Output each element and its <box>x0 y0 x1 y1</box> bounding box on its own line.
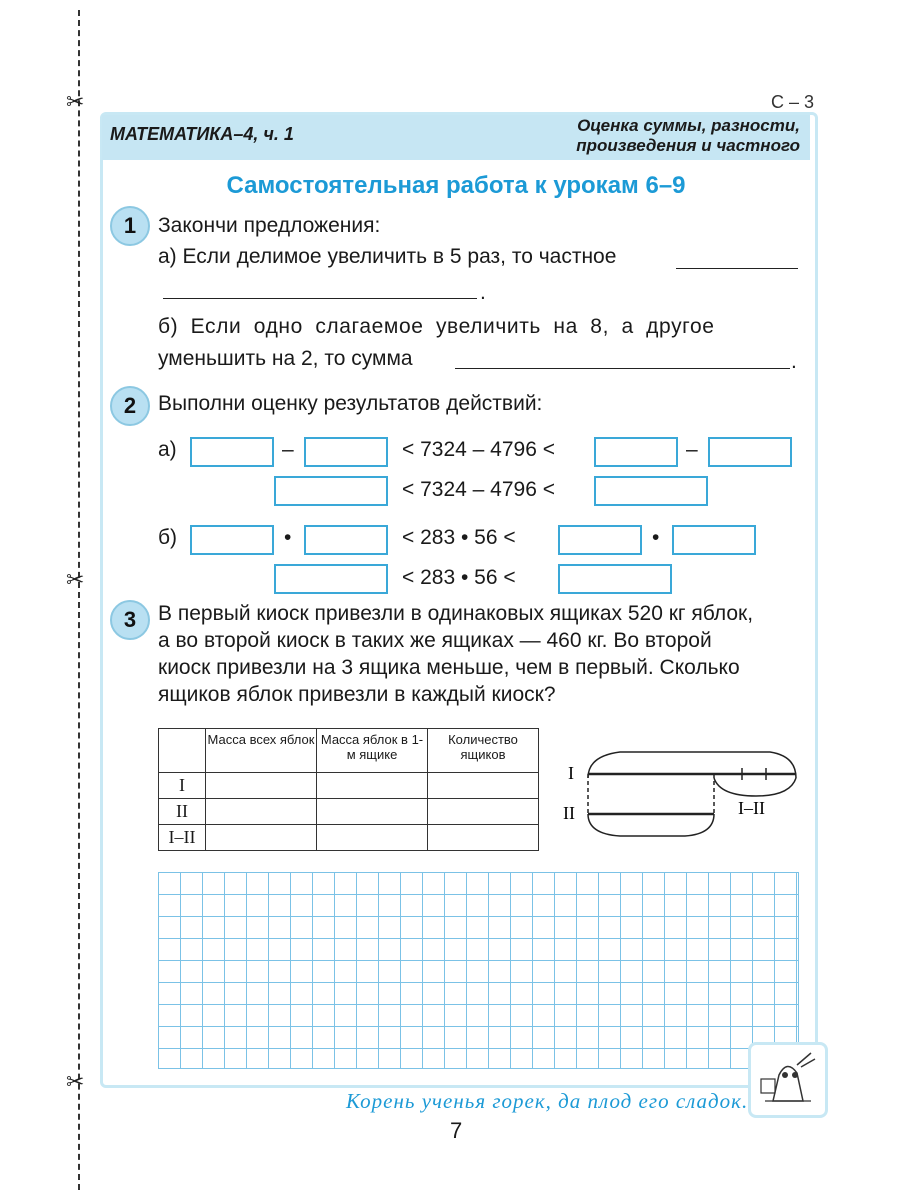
task-1-prompt: Закончи предложения: <box>158 214 381 237</box>
topic-title <box>576 116 800 156</box>
task-1b-dot: . <box>791 350 797 373</box>
task-2b-expression-2: < 283 • 56 < <box>402 566 516 589</box>
segment-diagram <box>560 740 810 850</box>
page-title: Самостоятельная работа к урокам 6–9 <box>226 172 686 199</box>
answer-box[interactable] <box>558 564 672 594</box>
table-header: Масса яблок в 1-м ящике <box>317 729 428 773</box>
task-2-number: 2 <box>110 386 150 426</box>
book-title: МАТЕМАТИКА–4, ч. 1 <box>110 124 294 144</box>
task-1-number: 1 <box>110 206 150 246</box>
row-label: I <box>159 773 206 799</box>
mult-sign: • <box>652 526 660 549</box>
answer-box[interactable] <box>558 525 642 555</box>
task-2a-label: а) <box>158 438 177 461</box>
task-1a-dot: . <box>480 281 486 304</box>
row-label: I–II <box>159 825 206 851</box>
table-cell[interactable] <box>317 773 428 799</box>
task-1b-answer-line[interactable] <box>455 368 790 369</box>
minus-sign: – <box>282 438 294 461</box>
task-1a-answer-line[interactable] <box>676 268 798 269</box>
table-cell[interactable] <box>206 799 317 825</box>
table-header: Количество ящиков <box>428 729 539 773</box>
brace-bottom <box>588 814 714 836</box>
answer-box[interactable] <box>304 437 388 467</box>
proverb: Корень ученья горек, да плод его сладок. <box>346 1089 749 1113</box>
table-cell[interactable] <box>428 825 539 851</box>
answer-box[interactable] <box>672 525 756 555</box>
page-code: С – 3 <box>770 92 814 112</box>
answer-box[interactable] <box>594 476 708 506</box>
table-header: Масса всех яблок <box>206 729 317 773</box>
task-2-prompt: Выполни оценку результатов действий: <box>158 392 543 415</box>
task-2b-expression: < 283 • 56 < <box>402 526 516 549</box>
task-3-line: ящиков яблок привезли в каждый киоск? <box>158 683 556 706</box>
answer-box[interactable] <box>304 525 388 555</box>
table-row <box>159 799 539 825</box>
table-cell[interactable] <box>317 799 428 825</box>
owl-teacher-icon <box>751 1045 825 1115</box>
answer-box[interactable] <box>594 437 678 467</box>
table-cell[interactable] <box>206 773 317 799</box>
scissors-icon: ✂ <box>66 568 85 593</box>
task-1b-text-2: уменьшить на 2, то сумма <box>158 347 413 370</box>
label-II: II <box>563 803 575 823</box>
table-row <box>159 825 539 851</box>
task-3-line: а во второй киоск в таких же ящиках — 460 кг. Во второй <box>158 629 712 652</box>
mult-sign: • <box>284 526 292 549</box>
task-3-text <box>158 600 753 708</box>
task-3-line: В первый киоск привезли в одинаковых ящиках 520 кг яблок, <box>158 602 754 625</box>
minus-sign: – <box>686 438 698 461</box>
row-label: II <box>159 799 206 825</box>
task-1a-text: а) Если делимое увеличить в 5 раз, то частное <box>158 245 617 268</box>
label-diff: I–II <box>738 798 765 818</box>
answer-grid[interactable] <box>158 872 799 1069</box>
task-1a-answer-line-2[interactable] <box>163 298 477 299</box>
answer-box[interactable] <box>708 437 792 467</box>
cut-line <box>78 10 80 1190</box>
task-2b-label: б) <box>158 526 178 549</box>
page-number: 7 <box>450 1118 463 1143</box>
scissors-icon: ✂ <box>66 1070 85 1095</box>
brace-diff <box>714 778 796 796</box>
data-table <box>158 728 539 851</box>
table-cell[interactable] <box>317 825 428 851</box>
task-3-number: 3 <box>110 600 150 640</box>
table-cell[interactable] <box>428 799 539 825</box>
table-cell[interactable] <box>428 773 539 799</box>
answer-box[interactable] <box>274 564 388 594</box>
answer-box[interactable] <box>190 437 274 467</box>
label-I: I <box>568 763 574 783</box>
task-3-line: киоск привезли на 3 ящика меньше, чем в первый. Сколько <box>158 656 740 679</box>
table-corner <box>159 729 206 773</box>
task-2a-expression: < 7324 – 4796 < <box>402 438 555 461</box>
topic-line-1: Оценка суммы, разности, <box>577 116 800 135</box>
task-2a-expression-2: < 7324 – 4796 < <box>402 478 555 501</box>
answer-box[interactable] <box>190 525 274 555</box>
table-cell[interactable] <box>206 825 317 851</box>
table-row <box>159 773 539 799</box>
task-1b-text-1: б) Если одно слагаемое увеличить на 8, а другое <box>158 315 715 338</box>
scissors-icon: ✂ <box>66 90 85 115</box>
topic-line-2: произведения и частного <box>576 136 800 155</box>
illustration <box>748 1042 828 1118</box>
answer-box[interactable] <box>274 476 388 506</box>
